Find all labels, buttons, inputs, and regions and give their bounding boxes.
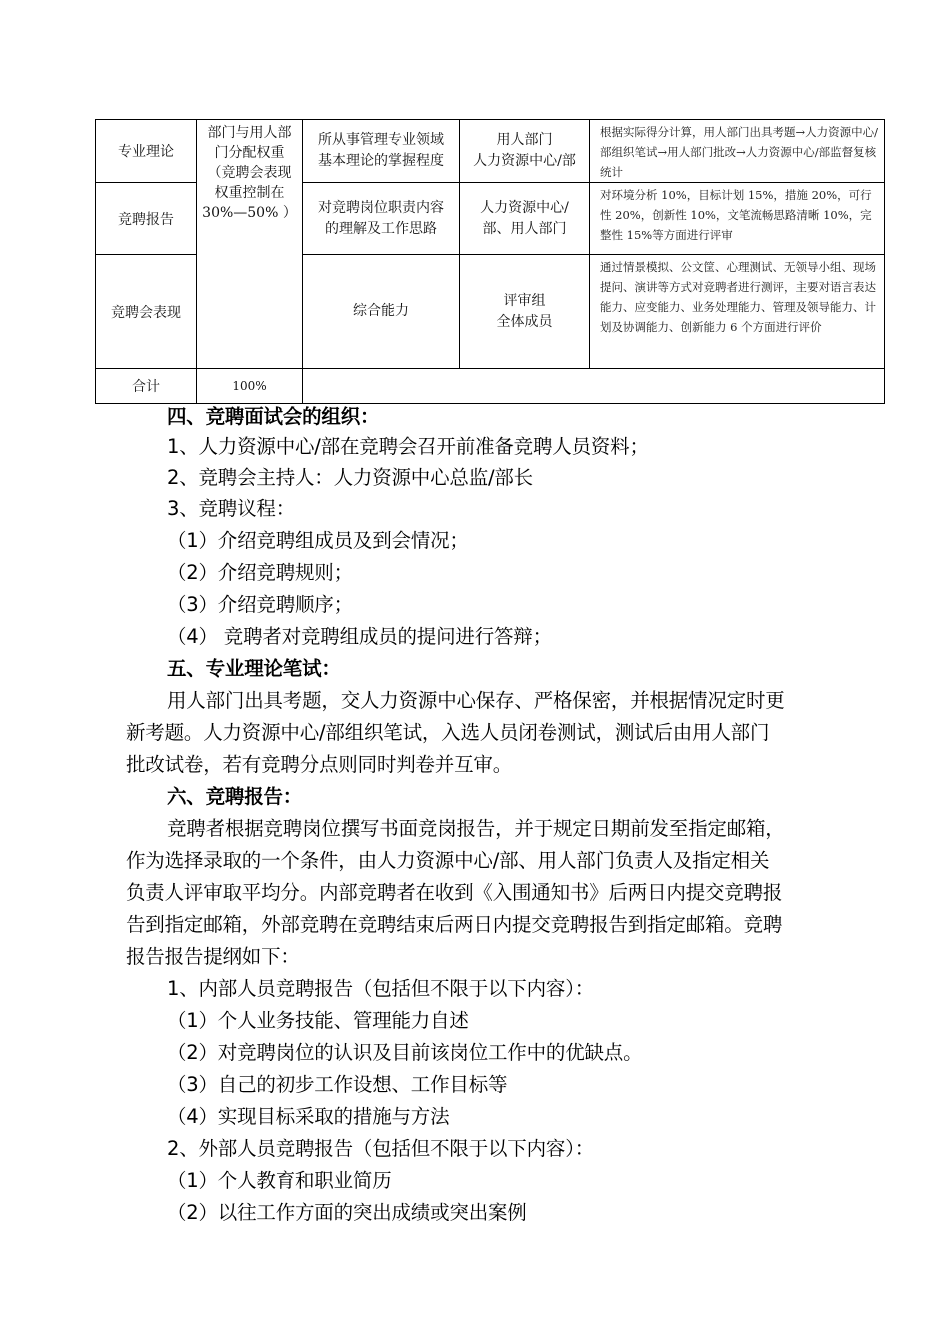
list-item: （4）实现目标采取的措施与方法: [167, 1105, 450, 1128]
weight-line: 门分配权重: [214, 145, 285, 161]
paragraph-line: 2、竞聘会主持人：人力资源中心总监/部长: [167, 466, 533, 489]
weight-cell: [197, 120, 303, 369]
list-item: （1）介绍竞聘组成员及到会情况；: [167, 529, 469, 552]
list-item: （1）个人业务技能、管理能力自述: [167, 1009, 469, 1032]
list-item: （3）介绍竞聘顺序；: [167, 593, 353, 616]
paragraph-line: 新考题。人力资源中心/部组织笔试，入选人员闭卷测试，测试后由用人部门: [126, 721, 770, 744]
list-item: （2）介绍竞聘规则；: [167, 561, 353, 584]
paragraph-line: 2、外部人员竞聘报告（包括但不限于以下内容）：: [167, 1137, 595, 1160]
method-cell: 通过情景模拟、公文筐、心理测试、无领导小组、现场提问、演讲等方式对竞聘者进行测评，主要对语言表达能力、应变能力、业务处理能力、管理及领导能力、计划及协调能力、创新能力 6 个方面进行评价: [590, 255, 885, 369]
paragraph-line: 3、竞聘议程：: [167, 497, 296, 520]
paragraph-line: 作为选择录取的一个条件，由人力资源中心/部、用人部门负责人及指定相关: [126, 849, 770, 872]
list-item: （1）个人教育和职业简历: [167, 1169, 392, 1192]
total-label: 合计: [96, 369, 197, 404]
paragraph-line: 负责人评审取平均分。内部竞聘者在收到《入围通知书》后两日内提交竞聘报: [126, 881, 783, 904]
weight-line: 30%—50% ）: [202, 205, 297, 221]
weight-line: （竞聘会表现: [207, 165, 292, 181]
evaluator-line: 用人部门: [496, 132, 553, 148]
content-line: 综合能力: [353, 303, 409, 319]
paragraph-line: 1、人力资源中心/部在竞聘会召开前准备竞聘人员资料；: [167, 435, 649, 458]
evaluator-cell: [460, 120, 590, 183]
paragraph-line: 告到指定邮箱，外部竞聘在竞聘结束后两日内提交竞聘报告到指定邮箱。竞聘: [126, 913, 783, 936]
section-heading: 四、竞聘面试会的组织：: [167, 405, 380, 428]
list-item: （3）自己的初步工作设想、工作目标等: [167, 1073, 508, 1096]
evaluator-line: 评审组: [503, 292, 546, 309]
item-cell: 竞聘报告: [96, 183, 197, 255]
item-cell: 专业理论: [96, 120, 197, 183]
section-heading: 五、专业理论笔试：: [167, 657, 341, 680]
content-line: 对竞聘岗位职责内容: [318, 199, 444, 216]
table-row-total: [96, 369, 885, 404]
table-row: [96, 120, 885, 183]
total-value: 100%: [197, 369, 303, 404]
evaluator-line: 部、用人部门: [482, 220, 567, 237]
paragraph-line: 用人部门出具考题，交人力资源中心保存、严格保密，并根据情况定时更: [167, 689, 785, 712]
evaluator-line: 人力资源中心/部: [473, 153, 576, 169]
weight-line: 权重控制在: [214, 185, 285, 201]
evaluator-cell: [460, 183, 590, 255]
evaluator-cell: [460, 255, 590, 369]
method-cell: 对环境分析 10%，目标计划 15%，措施 20%，可行性 20%，创新性 10%，文笔流畅思路清晰 10%，完整性 15%等方面进行评审: [590, 183, 885, 255]
content-cell: [303, 255, 460, 369]
content-line: 所从事管理专业领域: [318, 132, 444, 148]
empty-cell: [303, 369, 885, 404]
section-heading: 六、竞聘报告：: [167, 785, 303, 808]
weight-line: 部门与用人部: [207, 125, 292, 141]
content-cell: [303, 120, 460, 183]
paragraph-line: 1、内部人员竞聘报告（包括但不限于以下内容）：: [167, 977, 595, 1000]
content-cell: [303, 183, 460, 255]
list-item: （2）对竞聘岗位的认识及目前该岗位工作中的优缺点。: [167, 1041, 643, 1064]
evaluator-line: 全体成员: [496, 313, 553, 330]
method-cell: 根据实际得分计算，用人部门出具考题→人力资源中心/部组织笔试→用人部门批改→人力资源中心/部监督复核统计: [590, 120, 885, 183]
content-line: 的理解及工作思路: [325, 220, 437, 237]
paragraph-line: 竞聘者根据竞聘岗位撰写书面竞岗报告，并于规定日期前发至指定邮箱，: [167, 817, 785, 840]
paragraph-line: 批改试卷，若有竞聘分点则同时判卷并互审。: [126, 753, 513, 776]
list-item: （4） 竞聘者对竞聘组成员的提问进行答辩；: [167, 625, 552, 648]
item-cell: 竞聘会表现: [96, 255, 197, 369]
evaluator-line: 人力资源中心/: [480, 199, 569, 216]
evaluation-table: [95, 119, 885, 404]
content-line: 基本理论的掌握程度: [318, 153, 444, 169]
paragraph-line: 报告报告提纲如下：: [126, 945, 300, 968]
list-item: （2）以往工作方面的突出成绩或突出案例: [167, 1201, 527, 1224]
